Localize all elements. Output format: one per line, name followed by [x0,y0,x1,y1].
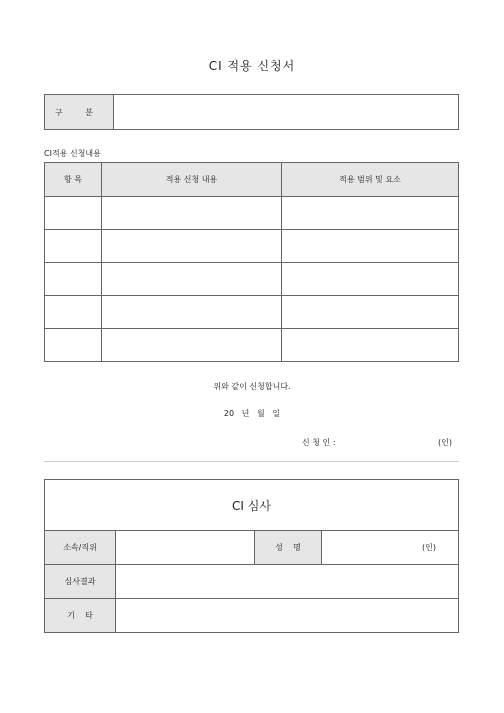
table-cell[interactable] [45,296,102,329]
result-value[interactable] [116,565,459,599]
document-title: CI 적용 신청서 [208,59,296,73]
affiliation-value[interactable] [116,531,255,565]
review-title: CI 심사 [45,480,459,531]
etc-value[interactable] [116,599,459,633]
table-cell[interactable] [102,329,282,362]
table-cell[interactable] [45,230,102,263]
etc-label: 기 타 [45,599,116,633]
header-item: 항 목 [45,163,102,197]
table-row [45,296,459,329]
table-cell[interactable] [102,230,282,263]
divider [44,461,459,462]
table-row [45,230,459,263]
gubun-table [44,94,459,130]
gubun-label: 구 분 [45,95,114,130]
result-label: 심사결과 [45,565,116,599]
gubun-value[interactable] [114,95,459,130]
section-label: CI적용 신청내용 [44,149,101,158]
applicant-label: 신 청 인 : [302,438,336,447]
name-seal[interactable]: (인) [322,531,459,565]
date-line: 20 년 월 일 [223,409,281,418]
affiliation-label: 소속/직위 [45,531,116,565]
table-row [45,197,459,230]
table-cell[interactable] [102,296,282,329]
applicant-seal: (인) [438,438,452,447]
table-row [45,329,459,362]
table-row [45,263,459,296]
header-scope: 적용 범위 및 요소 [282,163,459,197]
header-content: 적용 신청 내용 [102,163,282,197]
table-cell[interactable] [45,197,102,230]
table-cell[interactable] [102,263,282,296]
declaration-text: 위와 같이 신청합니다. [213,382,291,391]
content-table [44,162,459,362]
table-cell[interactable] [45,329,102,362]
table-cell[interactable] [45,263,102,296]
applicant-line [302,437,452,448]
table-cell[interactable] [282,230,459,263]
review-table [44,479,459,633]
table-cell[interactable] [102,197,282,230]
table-cell[interactable] [282,197,459,230]
name-label: 성 명 [255,531,322,565]
table-cell[interactable] [282,263,459,296]
table-cell[interactable] [282,296,459,329]
table-cell[interactable] [282,329,459,362]
